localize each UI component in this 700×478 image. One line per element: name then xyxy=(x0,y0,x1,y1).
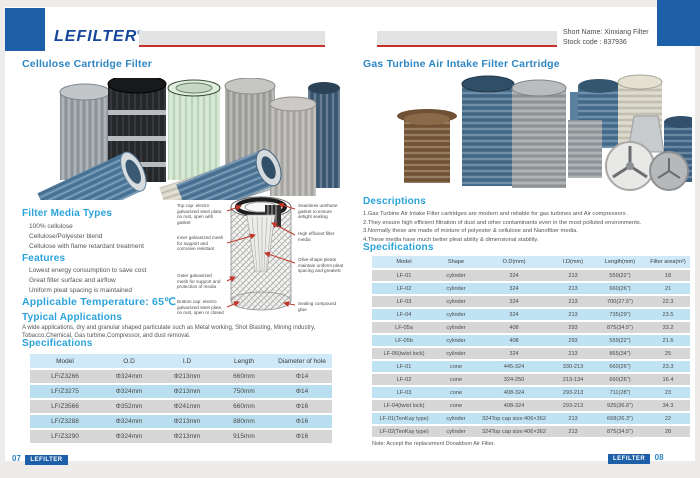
table-row: LF-02(TenKay type) cylinder 324Top cap size:406×362 213 875(34.5") 28 xyxy=(372,426,690,437)
table-row: LF/Z3266 Φ324mm Φ213mm 660mm Φ14 xyxy=(30,370,332,383)
short-name: Short Name: Xinxiang Filter xyxy=(563,29,649,36)
col-header: O.D(mm) xyxy=(476,256,552,268)
annotation-olive-pleats: Olive-shape pleats maintain uniform pleat spacing and greatest xyxy=(298,257,344,274)
col-header: Model xyxy=(30,354,100,368)
features-list xyxy=(22,266,146,296)
specifications-heading-right: Specifications xyxy=(363,242,434,253)
gas-turbine-filters-photo xyxy=(382,74,692,192)
annotation-filter-media: High efficient filter media xyxy=(298,231,335,242)
header-bar-left xyxy=(139,31,325,47)
left-page-title: Cellulose Cartridge Filter xyxy=(22,58,153,70)
table-row: LF-02 cone 324-250 213-134 660(26") 16.4 xyxy=(372,374,690,385)
features-heading: Features xyxy=(22,253,66,264)
annotation-top-cap: Top cap: electro galvanized steel plate, no rust, open with gasket xyxy=(177,203,223,225)
page-number: 08 xyxy=(654,453,664,462)
description-line: 4.These media have much better pleat ability & dimensional stability. xyxy=(363,236,539,243)
table-row: LF/Z3275 Φ324mm Φ213mm 750mm Φ14 xyxy=(30,385,332,398)
col-header: O.D xyxy=(100,354,158,368)
margin-bottom xyxy=(0,461,700,478)
filter-media-types-list xyxy=(22,222,144,252)
table-row: LF/Z3290 Φ324mm Φ213mm 915mm Φ16 xyxy=(30,430,332,443)
left-page-footer xyxy=(12,448,68,466)
table-note: Note: Accept the replacement Donaldson Air Filter. xyxy=(372,441,495,447)
table-row: LF-05a cylinder 408 293 875(34.5") 33.2 xyxy=(372,322,690,333)
table-row: LF-05b cylinder 408 293 559(22") 21.6 xyxy=(372,335,690,346)
brand-square-right xyxy=(657,0,700,46)
table-row: LF/Z3566 Φ352mm Φ241mm 660mm Φ16 xyxy=(30,400,332,413)
list-item: Uniform pleat spacing is maintained xyxy=(29,287,132,294)
right-page-footer xyxy=(608,447,664,465)
col-header: Model xyxy=(372,256,436,268)
table-row: LF-06(twist lock) cylinder 324 213 865(34") 25 xyxy=(372,348,690,359)
col-header: Length(mm) xyxy=(594,256,646,268)
cellulose-spec-table xyxy=(30,352,332,445)
list-item: Lowest energy consumption to save cost xyxy=(29,267,147,274)
list-item: 100% cellulose xyxy=(29,223,73,230)
cellulose-filters-photo xyxy=(20,78,342,200)
cutaway-diagram xyxy=(177,193,345,328)
col-header: Filter area(m²) xyxy=(646,256,690,268)
brand-logo-text: LEFILTER xyxy=(54,28,138,45)
table-row: LF-03 cylinder 324 213 700(27.5") 22.3 xyxy=(372,296,690,307)
margin-left xyxy=(0,0,5,478)
stock-code: Stock code : 837936 xyxy=(563,38,627,46)
right-page-title: Gas Turbine Air Intake Filter Cartridge xyxy=(363,58,560,70)
annotation-outer-mesh: Outer galvanized mesh for support and protection of media xyxy=(177,273,221,290)
table-header-row xyxy=(30,354,332,368)
brand-logo xyxy=(54,28,143,46)
table-row: LF-04 cylinder 324 213 735(29") 23.5 xyxy=(372,309,690,320)
lefilter-badge: LEFILTER xyxy=(25,455,67,465)
annotation-sealing-glue: Sealing compound glue xyxy=(298,301,337,312)
typical-applications-heading: Typical Applications xyxy=(22,312,123,323)
table-row: LF-02 cylinder 324 213 660(26") 21 xyxy=(372,283,690,294)
col-header: I.D(mm) xyxy=(552,256,594,268)
list-item: Cellulose with flame retardant treatment xyxy=(29,243,144,250)
table-header-row xyxy=(372,256,690,268)
filter-media-types-heading: Filter Media Types xyxy=(22,208,113,219)
applicable-temperature-heading: Applicable Temperature: 65℃ xyxy=(22,296,177,308)
annotation-gasket: Seamless urethane gasket to ensure airtight sealing xyxy=(298,203,338,220)
table-row: LF-03 cone 408-324 293-213 711(28") 23 xyxy=(372,387,690,398)
lefilter-badge: LEFILTER xyxy=(608,454,650,464)
list-item: Great filter surface and airflow xyxy=(29,277,116,284)
description-line: 2.They ensure high efficient filtration of dust and other contaminants even in the most polluted environments. xyxy=(363,219,642,226)
specifications-heading-left: Specifications xyxy=(22,338,93,349)
description-line: 3.Normally these are made of mixture of polyester & cellulose and Nanofiber media. xyxy=(363,228,578,234)
table-row: LF-01(TenKay type) cylinder 324Top cap size:406×362 213 668(26.3") 22 xyxy=(372,413,690,424)
descriptions-list xyxy=(363,210,693,244)
margin-top xyxy=(0,0,700,7)
col-header: Length xyxy=(216,354,272,368)
descriptions-heading: Descriptions xyxy=(363,196,426,207)
typical-applications-body: A wide applications, dry and granular shaped particulate such as Metal working, Shot Blasting, Mining industry, Tobacco,Chemical, Gas turbine,Compressor, and dust removal. xyxy=(22,325,316,339)
company-info xyxy=(563,28,663,47)
description-line: 1.Gas Turbine Air Intake Filter cartridges are modern and reliable for gas turbines and Air compressors . xyxy=(363,211,629,217)
annotation-inner-mesh: Inner galvanized mesh for support and corrosive resistant xyxy=(177,235,224,252)
table-row: LF-01 cone 445-324 330-213 660(26") 23.3 xyxy=(372,361,690,372)
margin-right xyxy=(695,0,700,478)
annotation-bottom-cap: Bottom cap: electro galvanized steel plate, no rust, open or closed xyxy=(177,299,224,316)
gas-turbine-spec-table xyxy=(372,254,690,439)
brand-square-left xyxy=(5,8,45,51)
table-row: LF-04(twist lock) cone 408-324 293-213 925(36.6") 34.3 xyxy=(372,400,690,411)
col-header: Diameter of hole xyxy=(272,354,332,368)
table-row: LF/Z3288 Φ324mm Φ213mm 880mm Φ16 xyxy=(30,415,332,428)
page-number: 07 xyxy=(12,454,21,463)
col-header: I.D xyxy=(158,354,216,368)
col-header: Shape xyxy=(436,256,476,268)
table-row: LF-01 cylinder 324 213 559(22") 18 xyxy=(372,270,690,281)
header-bar-right xyxy=(377,31,557,47)
list-item: Cellulose/Polyester blend xyxy=(29,233,103,240)
